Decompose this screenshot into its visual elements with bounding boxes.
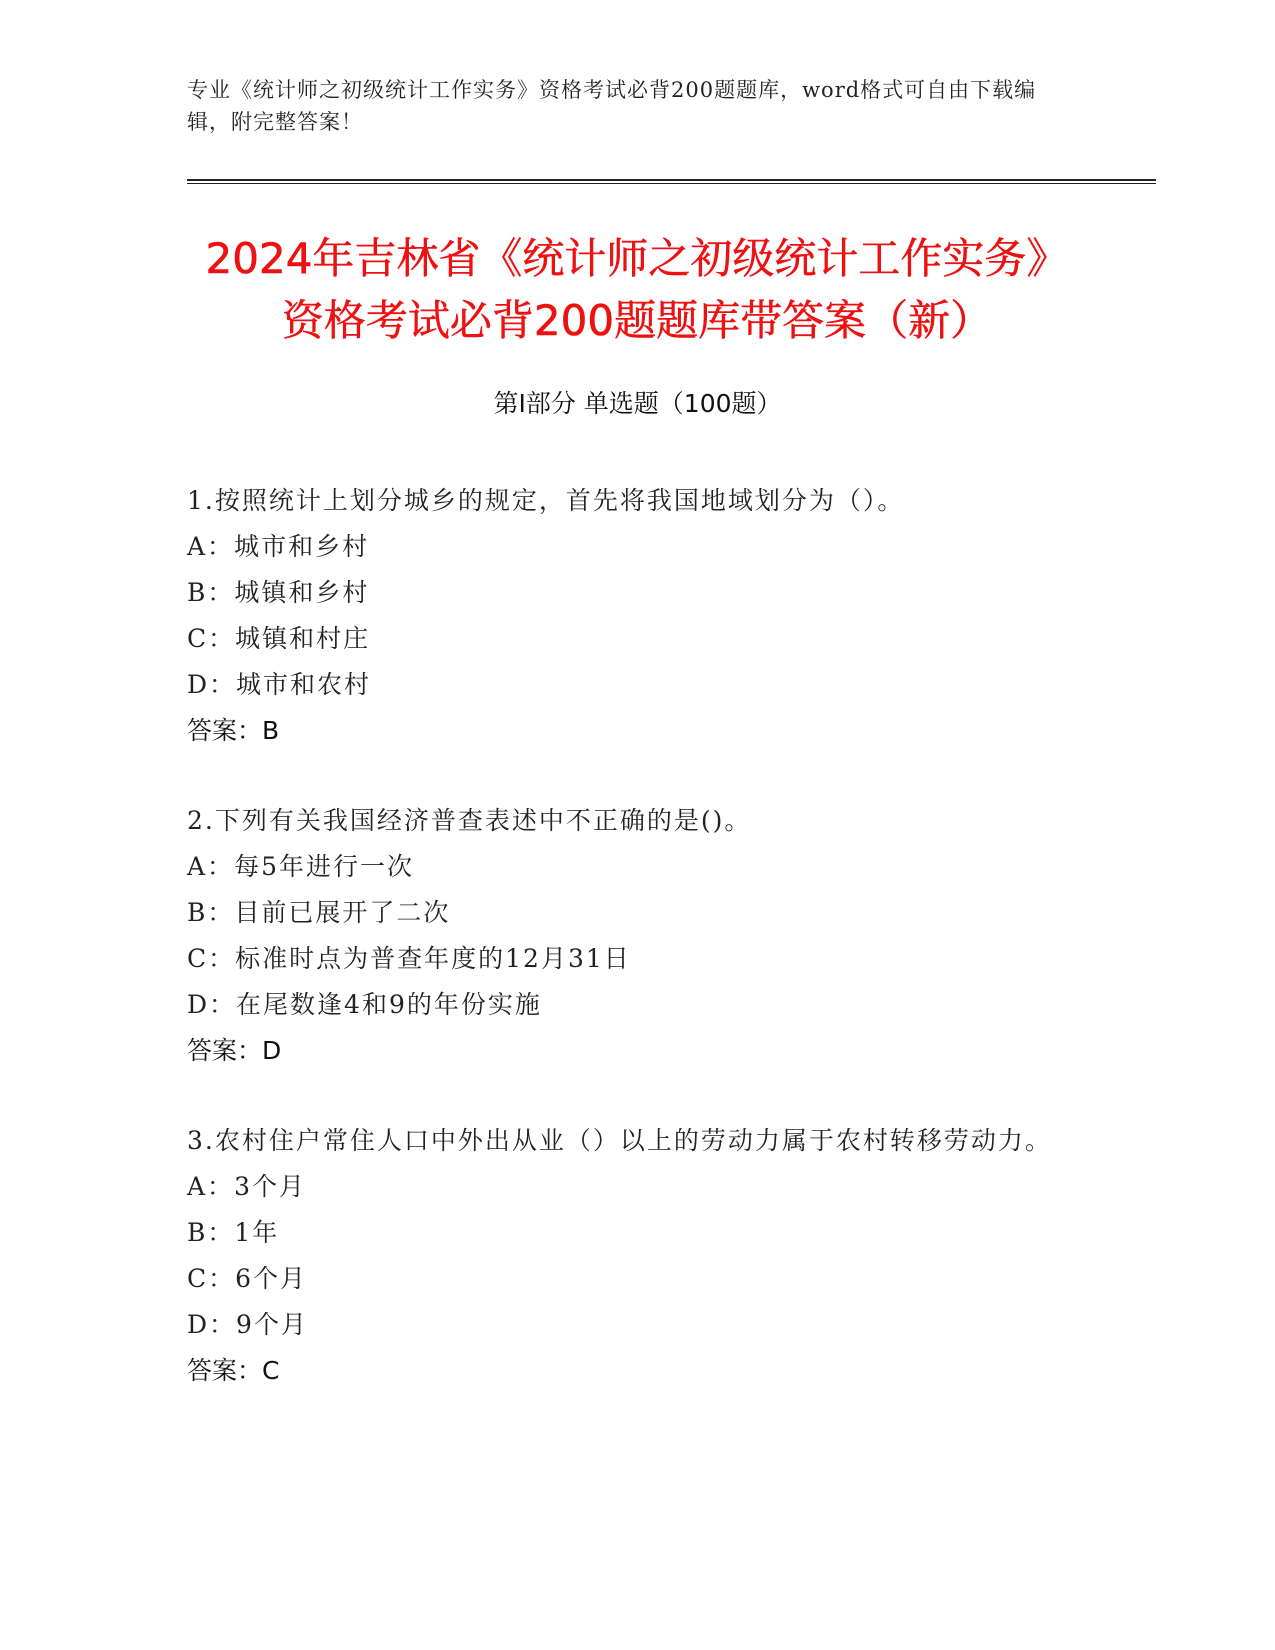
question-3 [187,1118,1067,1394]
option-letter: B： [187,578,235,607]
option-d [187,982,1067,1028]
answer: 答案：B [187,716,280,745]
option-letter: A： [187,852,235,881]
section-heading: 第Ⅰ部分 单选题（100题） [493,389,782,418]
option-d [187,1302,1067,1348]
question-1 [187,478,1067,754]
option-text: 标准时点为普查年度的12月31日 [235,944,631,973]
option-text: 1年 [234,1218,280,1247]
option-c [187,936,1067,982]
option-text: 目前已展开了二次 [234,898,451,927]
document-title: 2024年吉林省《统计师之初级统计工作实务》资格考试必背200题题库带答案（新） [205,234,1069,345]
option-text: 6个月 [235,1264,308,1293]
option-text: 城市和乡村 [234,532,370,561]
option-text: 9个月 [236,1310,308,1339]
option-text: 在尾数逢4和9的年份实施 [236,990,542,1019]
option-b [187,890,1067,936]
option-letter: C： [187,944,236,973]
answer: 答案：C [187,1356,280,1385]
answer: 答案：D [187,1036,282,1065]
option-letter: B： [187,898,235,927]
question-stem: 3.农村住户常住人口中外出从业（）以上的劳动力属于农村转移劳动力。 [187,1126,1052,1155]
option-letter: A： [187,1172,235,1201]
option-text: 城市和农村 [236,670,372,699]
option-letter: D： [187,1310,237,1339]
question-stem: 1.按照统计上划分城乡的规定，首先将我国地域划分为（）。 [187,486,905,515]
option-c [187,616,1067,662]
question-stem: 2.下列有关我国经济普查表述中不正确的是()。 [187,806,752,835]
option-d [187,662,1067,708]
option-letter: C： [187,1264,236,1293]
question-list [187,478,1067,1438]
option-letter: D： [187,990,237,1019]
option-text: 3个月 [234,1172,306,1201]
option-b [187,570,1067,616]
header-note: 专业《统计师之初级统计工作实务》资格考试必背200题题库，word格式可自由下载编辑，附完整答案！ [187,78,1037,134]
option-b [187,1210,1067,1256]
option-text: 城镇和乡村 [234,578,370,607]
option-c [187,1256,1067,1302]
option-letter: C： [187,624,236,653]
option-letter: D： [187,670,237,699]
header-rule-thick [187,179,1156,181]
option-text: 每5年进行一次 [234,852,414,881]
option-letter: B： [187,1218,235,1247]
question-2 [187,798,1067,1074]
option-letter: A： [187,532,235,561]
option-text: 城镇和村庄 [235,624,371,653]
option-a [187,524,1067,570]
option-a [187,844,1067,890]
header-rule-thin [187,183,1156,184]
option-a [187,1164,1067,1210]
